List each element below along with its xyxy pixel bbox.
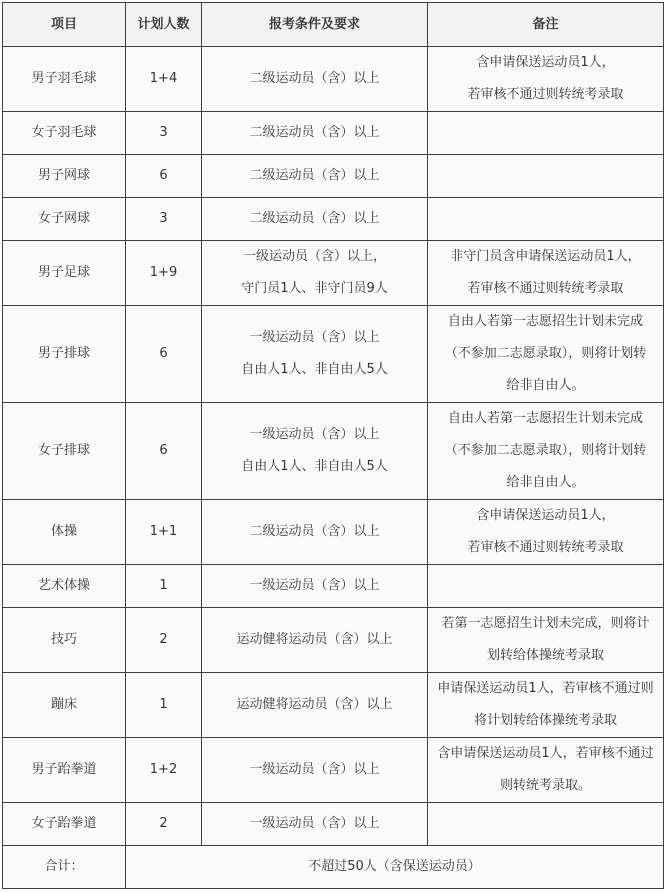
project-cell: 艺术体操 — [3, 565, 126, 608]
admission-plan-table — [2, 2, 664, 889]
note-line: 含申请保送运动员1人， — [476, 55, 615, 70]
note-line: 则转统考录取。 — [499, 778, 591, 793]
project-cell: 女子排球 — [3, 403, 126, 500]
note-line: 含申请保送运动员1人， — [476, 508, 615, 523]
project-cell: 男子网球 — [3, 155, 126, 198]
total-label: 合计： — [3, 846, 126, 889]
requirements-line: 自由人1人、非自由人5人 — [241, 362, 388, 377]
requirements-cell — [202, 112, 428, 155]
requirements-line: 一级运动员（含）以上 — [249, 330, 380, 345]
table-row — [3, 565, 664, 608]
note-cell — [428, 306, 664, 403]
header-project: 项目 — [3, 3, 126, 47]
project-cell: 蹦床 — [3, 673, 126, 738]
table-row — [3, 241, 664, 306]
requirements-cell — [202, 565, 428, 608]
table-row — [3, 803, 664, 846]
note-line: 申请保送运动员1人，若审核不通过则 — [437, 681, 654, 696]
note-line: 自由人若第一志愿招生计划未完成 — [447, 411, 643, 426]
requirements-line: 一级运动员（含）以上 — [249, 427, 380, 442]
count-cell: 6 — [126, 306, 202, 403]
requirements-cell — [202, 673, 428, 738]
note-line: 若审核不通过则转统考录取 — [467, 281, 624, 296]
note-cell — [428, 403, 664, 500]
note-line: 给非自由人。 — [506, 475, 585, 490]
table-row — [3, 403, 664, 500]
project-cell: 技巧 — [3, 608, 126, 673]
requirements-cell — [202, 241, 428, 306]
project-cell: 男子排球 — [3, 306, 126, 403]
requirements-line: 一级运动员（含）以上 — [249, 578, 380, 593]
project-cell: 女子跆拳道 — [3, 803, 126, 846]
requirements-line: 运动健将运动员（含）以上 — [236, 632, 393, 647]
table-row — [3, 112, 664, 155]
note-line: 若审核不通过则转统考录取 — [467, 87, 624, 102]
count-cell: 6 — [126, 155, 202, 198]
requirements-line: 守门员1人、非守门员9人 — [241, 281, 388, 296]
count-cell: 2 — [126, 608, 202, 673]
count-cell: 1+4 — [126, 47, 202, 112]
project-cell: 男子跆拳道 — [3, 738, 126, 803]
requirements-cell — [202, 403, 428, 500]
requirements-line: 一级运动员（含）以上， — [242, 249, 386, 264]
table-row — [3, 155, 664, 198]
note-cell — [428, 155, 664, 198]
table-row — [3, 738, 664, 803]
note-line: 若第一志愿招生计划未完成，则将计 — [441, 616, 650, 631]
count-cell: 3 — [126, 198, 202, 241]
count-cell: 1+2 — [126, 738, 202, 803]
note-line: 给非自由人。 — [506, 378, 585, 393]
requirements-line: 二级运动员（含）以上 — [249, 211, 380, 226]
count-cell: 1 — [126, 565, 202, 608]
note-cell — [428, 673, 664, 738]
count-cell: 1+1 — [126, 500, 202, 565]
project-cell: 体操 — [3, 500, 126, 565]
note-line: （不参加二志愿录取），则将计划转 — [444, 346, 647, 361]
count-cell: 2 — [126, 803, 202, 846]
project-cell: 女子羽毛球 — [3, 112, 126, 155]
table-row — [3, 306, 664, 403]
requirements-line: 二级运动员（含）以上 — [249, 168, 380, 183]
note-line: 含申请保送运动员1人，若审核不通过 — [437, 746, 654, 761]
table-row — [3, 608, 664, 673]
header-notes: 备注 — [428, 3, 664, 47]
requirements-line: 自由人1人、非自由人5人 — [241, 459, 388, 474]
header-requirements: 报考条件及要求 — [202, 3, 428, 47]
note-cell — [428, 500, 664, 565]
requirements-line: 二级运动员（含）以上 — [249, 524, 380, 539]
note-line: 划转给体操统考录取 — [486, 648, 604, 663]
requirements-line: 运动健将运动员（含）以上 — [236, 697, 393, 712]
note-cell — [428, 241, 664, 306]
requirements-line: 一级运动员（含）以上 — [249, 816, 380, 831]
project-cell: 男子羽毛球 — [3, 47, 126, 112]
project-cell: 女子网球 — [3, 198, 126, 241]
requirements-cell — [202, 155, 428, 198]
requirements-line: 一级运动员（含）以上 — [249, 762, 380, 777]
count-cell: 6 — [126, 403, 202, 500]
note-cell — [428, 738, 664, 803]
requirements-cell — [202, 47, 428, 112]
requirements-cell — [202, 500, 428, 565]
note-line: 若审核不通过则转统考录取 — [467, 540, 624, 555]
note-cell — [428, 47, 664, 112]
note-line: 非守门员含申请保送运动员1人， — [450, 249, 641, 264]
note-line: 将计划转给体操统考录取 — [473, 713, 617, 728]
requirements-cell — [202, 306, 428, 403]
total-row — [3, 846, 664, 889]
table-row — [3, 673, 664, 738]
requirements-cell — [202, 608, 428, 673]
table-row — [3, 500, 664, 565]
total-value: 不超过50人（含保送运动员） — [126, 846, 664, 889]
note-line: 自由人若第一志愿招生计划未完成 — [447, 314, 643, 329]
header-count: 计划人数 — [126, 3, 202, 47]
note-cell — [428, 803, 664, 846]
requirements-line: 二级运动员（含）以上 — [249, 125, 380, 140]
count-cell: 3 — [126, 112, 202, 155]
table-row — [3, 47, 664, 112]
requirements-cell — [202, 198, 428, 241]
note-cell — [428, 198, 664, 241]
table-row — [3, 198, 664, 241]
header-row — [3, 3, 664, 47]
requirements-line: 二级运动员（含）以上 — [249, 71, 380, 86]
note-cell — [428, 112, 664, 155]
note-cell — [428, 608, 664, 673]
requirements-cell — [202, 803, 428, 846]
note-cell — [428, 565, 664, 608]
project-cell: 男子足球 — [3, 241, 126, 306]
requirements-cell — [202, 738, 428, 803]
count-cell: 1+9 — [126, 241, 202, 306]
note-line: （不参加二志愿录取），则将计划转 — [444, 443, 647, 458]
count-cell: 1 — [126, 673, 202, 738]
